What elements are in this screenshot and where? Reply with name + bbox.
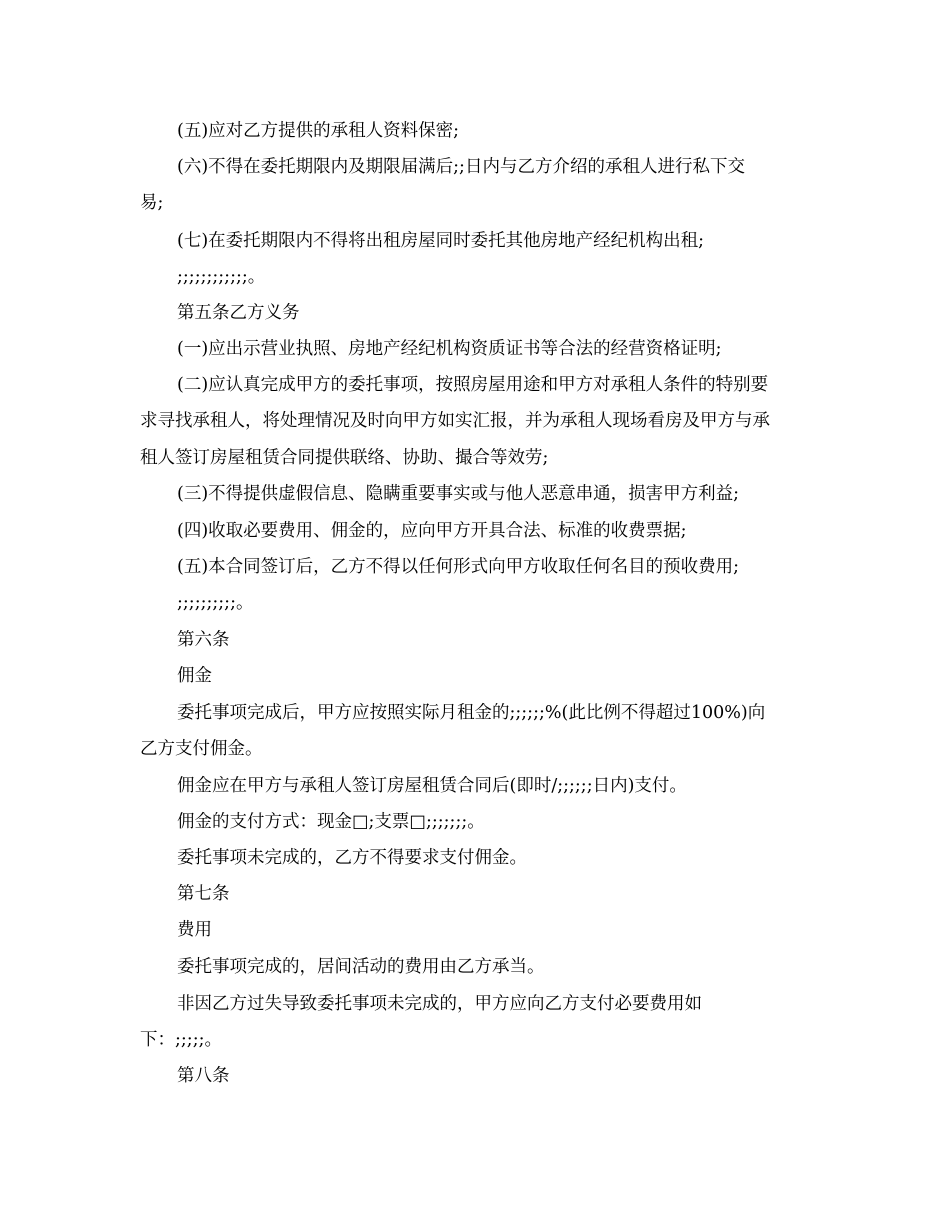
clause-4-blank-line: ;;;;;;;;;;;;。 <box>177 267 266 287</box>
clause-5-item-2-continued: 求寻找承租人，将处理情况及时向甲方如实汇报，并为承租人现场看房及甲方与承 <box>140 411 770 431</box>
clause-5-item-2: (二)应认真完成甲方的委托事项，按照房屋用途和甲方对承租人条件的特别要 <box>177 375 769 395</box>
clause-4-item-6: (六)不得在委托期限内及期限届满后;;日内与乙方介绍的承租人进行私下交 <box>177 157 745 177</box>
clause-5-blank-line: ;;;;;;;;;;。 <box>177 593 254 613</box>
clause-5-item-4: (四)收取必要费用、佣金的，应向甲方开具合法、标准的收费票据; <box>177 521 687 541</box>
clause-7-paragraph-2-continued: 下：;;;;;。 <box>140 1030 222 1050</box>
clause-6-paragraph-4: 委托事项未完成的，乙方不得要求支付佣金。 <box>177 848 527 868</box>
clause-5-item-2-continued: 租人签订房屋租赁合同提供联络、协助、撮合等效劳; <box>140 448 549 468</box>
clause-6-paragraph-1: 委托事项完成后，甲方应按照实际月租金的;;;;;;%(此比例不得超过100%)向 <box>177 703 766 723</box>
clause-5-heading: 第五条乙方义务 <box>177 303 300 323</box>
clause-7-heading: 第七条 <box>177 884 230 904</box>
clause-6-paragraph-1-continued: 乙方支付佣金。 <box>140 739 263 759</box>
clause-4-item-6-continued: 易; <box>140 193 164 213</box>
clause-5-item-3: (三)不得提供虚假信息、隐瞒重要事实或与他人恶意串通，损害甲方利益; <box>177 484 740 504</box>
clause-7-paragraph-1: 委托事项完成的，居间活动的费用由乙方承当。 <box>177 957 545 977</box>
clause-6-paragraph-3: 佣金的支付方式：现金□;支票□;;;;;;;。 <box>177 812 485 832</box>
clause-6-title: 佣金 <box>177 666 212 686</box>
clause-8-heading: 第八条 <box>177 1066 230 1086</box>
clause-5-item-1: (一)应出示营业执照、房地产经纪机构资质证书等合法的经营资格证明; <box>177 339 722 359</box>
clause-4-item-7: (七)在委托期限内不得将出租房屋同时委托其他房地产经纪机构出租; <box>177 231 705 251</box>
clause-6-heading: 第六条 <box>177 630 230 650</box>
clause-5-item-5: (五)本合同签订后，乙方不得以任何形式向甲方收取任何名目的预收费用; <box>177 557 740 577</box>
clause-6-paragraph-2: 佣金应在甲方与承租人签订房屋租赁合同后(即时/;;;;;;日内)支付。 <box>177 776 687 796</box>
clause-4-item-5: (五)应对乙方提供的承租人资料保密; <box>177 121 460 141</box>
clause-7-paragraph-2: 非因乙方过失导致委托事项未完成的，甲方应向乙方支付必要费用如 <box>177 994 702 1014</box>
clause-7-title: 费用 <box>177 920 212 940</box>
